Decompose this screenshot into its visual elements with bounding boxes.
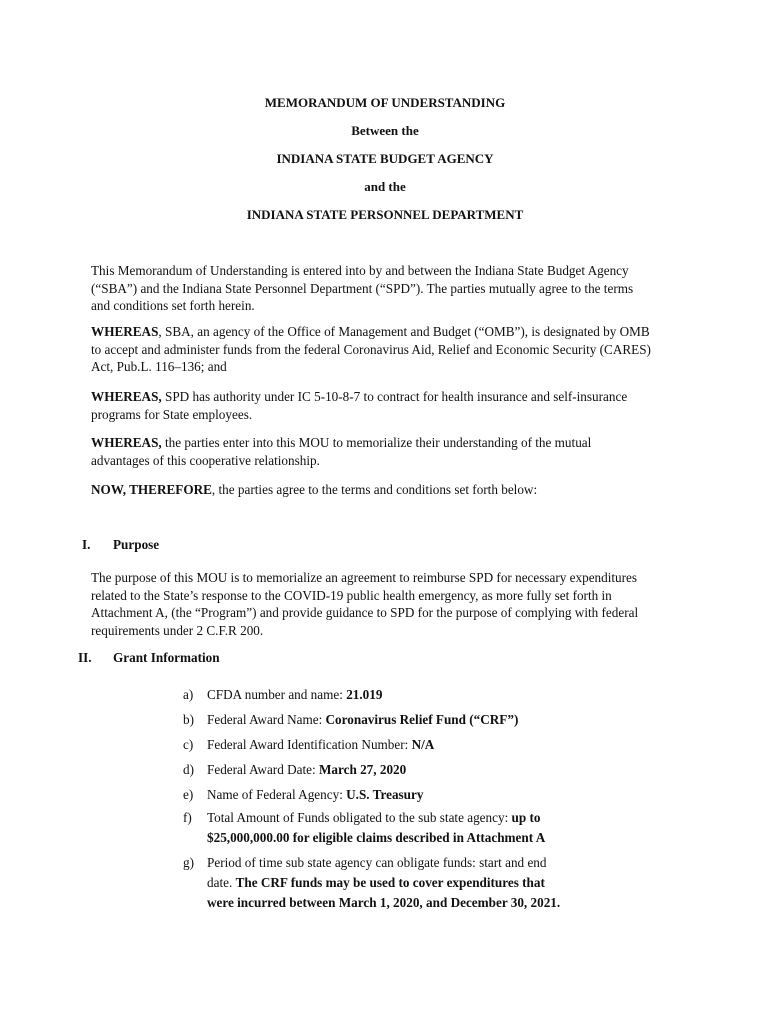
and-line: and the [364, 179, 406, 194]
purpose-line: related to the State’s response to the COVID-19 public health emergency, as more fully set forth in [91, 587, 612, 603]
item-text: Federal Award Date: [207, 762, 319, 777]
item-text: CFDA number and name: [207, 687, 347, 702]
item-value: 21.019 [346, 687, 383, 702]
item-value: up to [511, 810, 541, 825]
item-text: Federal Award Name: [207, 712, 326, 727]
document-title: MEMORANDUM OF UNDERSTANDING [264, 95, 506, 110]
section-one-numeral: I. [82, 537, 91, 552]
item-value: were incurred between March 1, 2020, and December 30, 2021. [207, 895, 561, 910]
whereas-text: the parties enter into this MOU to memorialize their understanding of the mutual [161, 435, 592, 450]
whereas-line: programs for State employees. [91, 406, 253, 422]
whereas-paragraph-1 [91, 323, 691, 376]
whereas-line: Act, Pub.L. 116–136; and [91, 359, 227, 374]
whereas-paragraph-3 [91, 434, 691, 469]
item-value: N/A [411, 737, 435, 752]
purpose-paragraph [91, 569, 691, 639]
purpose-line: Attachment A, (the “Program”) and provide guidance to SPD for the purpose of complying with federal [91, 605, 639, 620]
now-lead: NOW, THEREFORE [91, 482, 212, 497]
party-one: INDIANA STATE BUDGET AGENCY [276, 151, 494, 166]
whereas-text: SPD has authority under IC 5-10-8-7 to contract for health insurance and self-insurance [161, 389, 628, 404]
now-text: , the parties agree to the terms and conditions set forth below: [211, 482, 538, 497]
item-value: The CRF funds may be used to cover expenditures that [235, 875, 545, 890]
item-text: Name of Federal Agency: [207, 787, 347, 802]
whereas-lead: WHEREAS, [91, 389, 162, 404]
item-line [207, 893, 607, 913]
item-label: a) [183, 687, 194, 702]
intro-line: and conditions set forth herein. [91, 298, 255, 313]
purpose-line: The purpose of this MOU is to memorialize an agreement to reimburse SPD for necessary expenditures [91, 570, 638, 585]
item-line [207, 828, 607, 848]
item-label: e) [183, 787, 194, 802]
between-line: Between the [351, 123, 419, 138]
item-value: U.S. Treasury [346, 787, 424, 802]
whereas-line: to accept and administer funds from the federal Coronavirus Aid, Relief and Economic Security (CARES) [91, 341, 651, 357]
intro-line: This Memorandum of Understanding is entered into by and between the Indiana State Budget Agency [91, 263, 629, 278]
section-two-title: Grant Information [113, 650, 220, 665]
item-value: Coronavirus Relief Fund (“CRF”) [325, 712, 519, 727]
whereas-line [91, 388, 691, 406]
item-text: date. [207, 875, 236, 890]
item-value: $25,000,000.00 for eligible claims described in Attachment A [207, 830, 546, 845]
section-two-numeral: II. [78, 650, 92, 665]
item-line: Period of time sub state agency can obligate funds: start and end [207, 855, 547, 870]
item-label: g) [183, 855, 194, 870]
purpose-line: requirements under 2 C.F.R 200. [91, 622, 264, 638]
intro-paragraph [91, 262, 691, 315]
now-line [91, 481, 691, 499]
item-text: Total Amount of Funds obligated to the sub state agency: [207, 810, 512, 825]
item-line [207, 873, 607, 893]
intro-line: (“SBA”) and the Indiana State Personnel Department (“SPD”). The parties mutually agree to the terms [91, 280, 634, 296]
item-label: d) [183, 762, 194, 777]
item-label: c) [183, 737, 194, 752]
item-text: Federal Award Identification Number: [207, 737, 412, 752]
section-one-title: Purpose [113, 537, 160, 552]
item-label: b) [183, 712, 194, 727]
item-line [207, 808, 607, 828]
whereas-lead: WHEREAS, [91, 435, 162, 450]
whereas-line [91, 323, 691, 341]
party-two: INDIANA STATE PERSONNEL DEPARTMENT [246, 207, 524, 222]
now-therefore-paragraph [91, 481, 691, 499]
whereas-paragraph-2 [91, 388, 691, 423]
whereas-text: , SBA, an agency of the Office of Management and Budget (“OMB”), is designated by OMB [158, 324, 650, 339]
item-label: f) [183, 810, 192, 825]
whereas-lead: WHEREAS [91, 324, 159, 339]
whereas-line: advantages of this cooperative relationship. [91, 452, 320, 468]
item-value: March 27, 2020 [318, 762, 407, 777]
whereas-line [91, 434, 691, 452]
